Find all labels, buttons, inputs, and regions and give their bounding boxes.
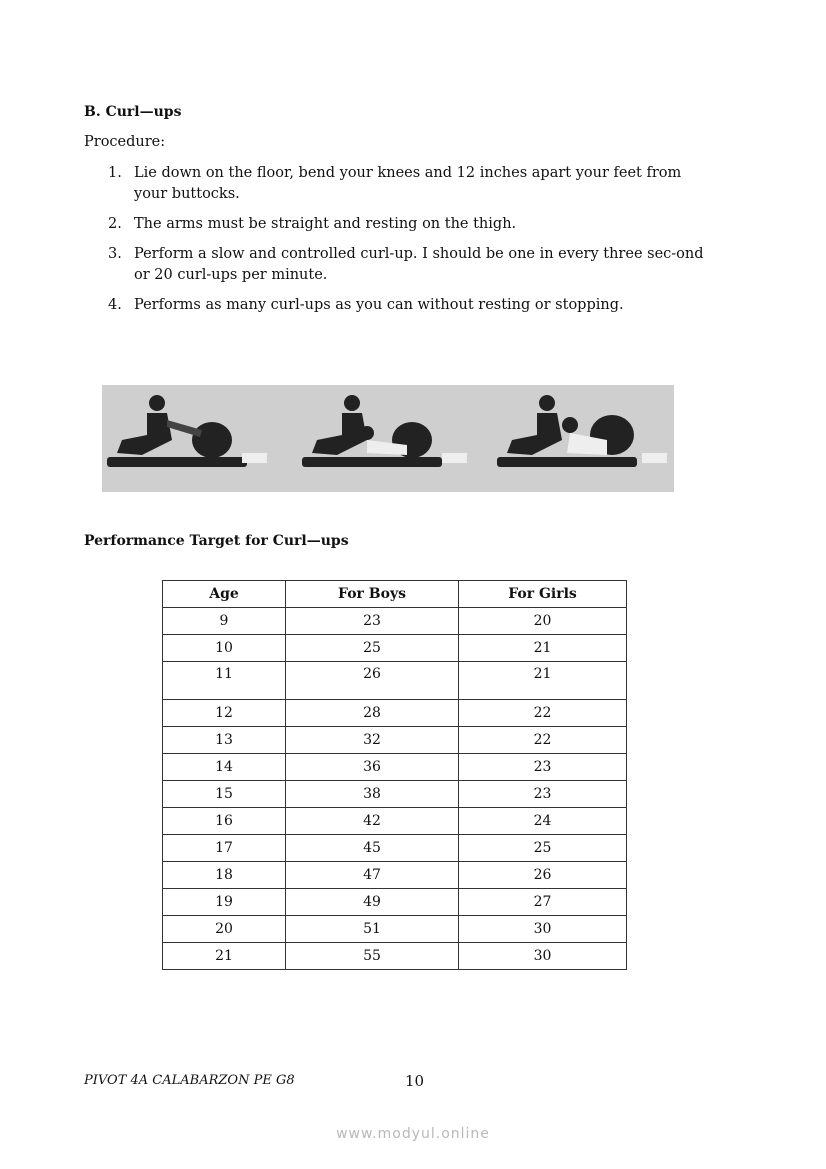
- page-number: 10: [405, 1072, 425, 1090]
- cell-girls: 21: [459, 662, 627, 700]
- cell-boys: 55: [286, 943, 459, 970]
- cell-age: 12: [163, 700, 286, 727]
- cell-girls: 26: [459, 862, 627, 889]
- cell-boys: 49: [286, 889, 459, 916]
- curl-up-figure-1: [107, 395, 267, 467]
- cell-girls: 25: [459, 835, 627, 862]
- cell-girls: 21: [459, 635, 627, 662]
- step-text: The arms must be straight and resting on the thigh.: [134, 216, 517, 232]
- table-row: [163, 835, 627, 862]
- cell-boys: 45: [286, 835, 459, 862]
- table-row: [163, 608, 627, 635]
- footer-source: PIVOT 4A CALABARZON PE G8: [84, 1073, 295, 1088]
- step-number: 4.: [108, 297, 122, 313]
- procedure-step: [108, 163, 708, 205]
- curl-up-illustration: [102, 385, 674, 492]
- procedure-step: [108, 214, 708, 235]
- cell-boys: 25: [286, 635, 459, 662]
- table-title: Performance Target for Curl—ups: [84, 533, 349, 549]
- step-text: Perform a slow and controlled curl-up. I should be one in every three sec-ond or 20 curl-ups per minute.: [134, 246, 704, 283]
- cell-age: 10: [163, 635, 286, 662]
- cell-girls: 30: [459, 916, 627, 943]
- header-age: Age: [163, 581, 286, 608]
- cell-boys: 47: [286, 862, 459, 889]
- table-row: [163, 727, 627, 754]
- table-row: [163, 754, 627, 781]
- procedure-step: [108, 295, 708, 316]
- section-heading: B. Curl—ups: [84, 104, 182, 120]
- cell-girls: 22: [459, 727, 627, 754]
- table-row: [163, 700, 627, 727]
- cell-age: 17: [163, 835, 286, 862]
- cell-girls: 20: [459, 608, 627, 635]
- cell-boys: 26: [286, 662, 459, 700]
- table-row: [163, 862, 627, 889]
- cell-girls: 22: [459, 700, 627, 727]
- cell-boys: 28: [286, 700, 459, 727]
- step-number: 3.: [108, 246, 122, 262]
- table-row: [163, 635, 627, 662]
- cell-age: 18: [163, 862, 286, 889]
- cell-boys: 38: [286, 781, 459, 808]
- table-header-row: [163, 581, 627, 608]
- table-row: [163, 916, 627, 943]
- cell-girls: 30: [459, 943, 627, 970]
- step-text: Performs as many curl-ups as you can without resting or stopping.: [134, 297, 624, 313]
- table-row: [163, 781, 627, 808]
- cell-boys: 36: [286, 754, 459, 781]
- cell-girls: 24: [459, 808, 627, 835]
- header-boys: For Boys: [286, 581, 459, 608]
- cell-girls: 23: [459, 781, 627, 808]
- step-number: 2.: [108, 216, 122, 232]
- step-text: Lie down on the floor, bend your knees and 12 inches apart your feet from your buttocks.: [134, 165, 682, 202]
- cell-age: 19: [163, 889, 286, 916]
- cell-age: 11: [163, 662, 286, 700]
- procedure-label: Procedure:: [84, 134, 166, 150]
- header-girls: For Girls: [459, 581, 627, 608]
- cell-age: 21: [163, 943, 286, 970]
- cell-age: 14: [163, 754, 286, 781]
- cell-boys: 23: [286, 608, 459, 635]
- cell-boys: 42: [286, 808, 459, 835]
- table-row: [163, 808, 627, 835]
- cell-age: 20: [163, 916, 286, 943]
- cell-boys: 51: [286, 916, 459, 943]
- cell-girls: 27: [459, 889, 627, 916]
- table-row: [163, 889, 627, 916]
- performance-target-table: [162, 580, 627, 970]
- cell-age: 9: [163, 608, 286, 635]
- table-row: [163, 662, 627, 700]
- procedure-steps: [108, 163, 708, 325]
- watermark: www.modyul.online: [336, 1126, 490, 1142]
- cell-boys: 32: [286, 727, 459, 754]
- step-number: 1.: [108, 165, 122, 181]
- cell-age: 15: [163, 781, 286, 808]
- procedure-step: [108, 244, 708, 286]
- curl-up-figure-2: [302, 395, 467, 467]
- table-row: [163, 943, 627, 970]
- curl-up-figure-3: [497, 395, 667, 467]
- cell-girls: 23: [459, 754, 627, 781]
- cell-age: 13: [163, 727, 286, 754]
- cell-age: 16: [163, 808, 286, 835]
